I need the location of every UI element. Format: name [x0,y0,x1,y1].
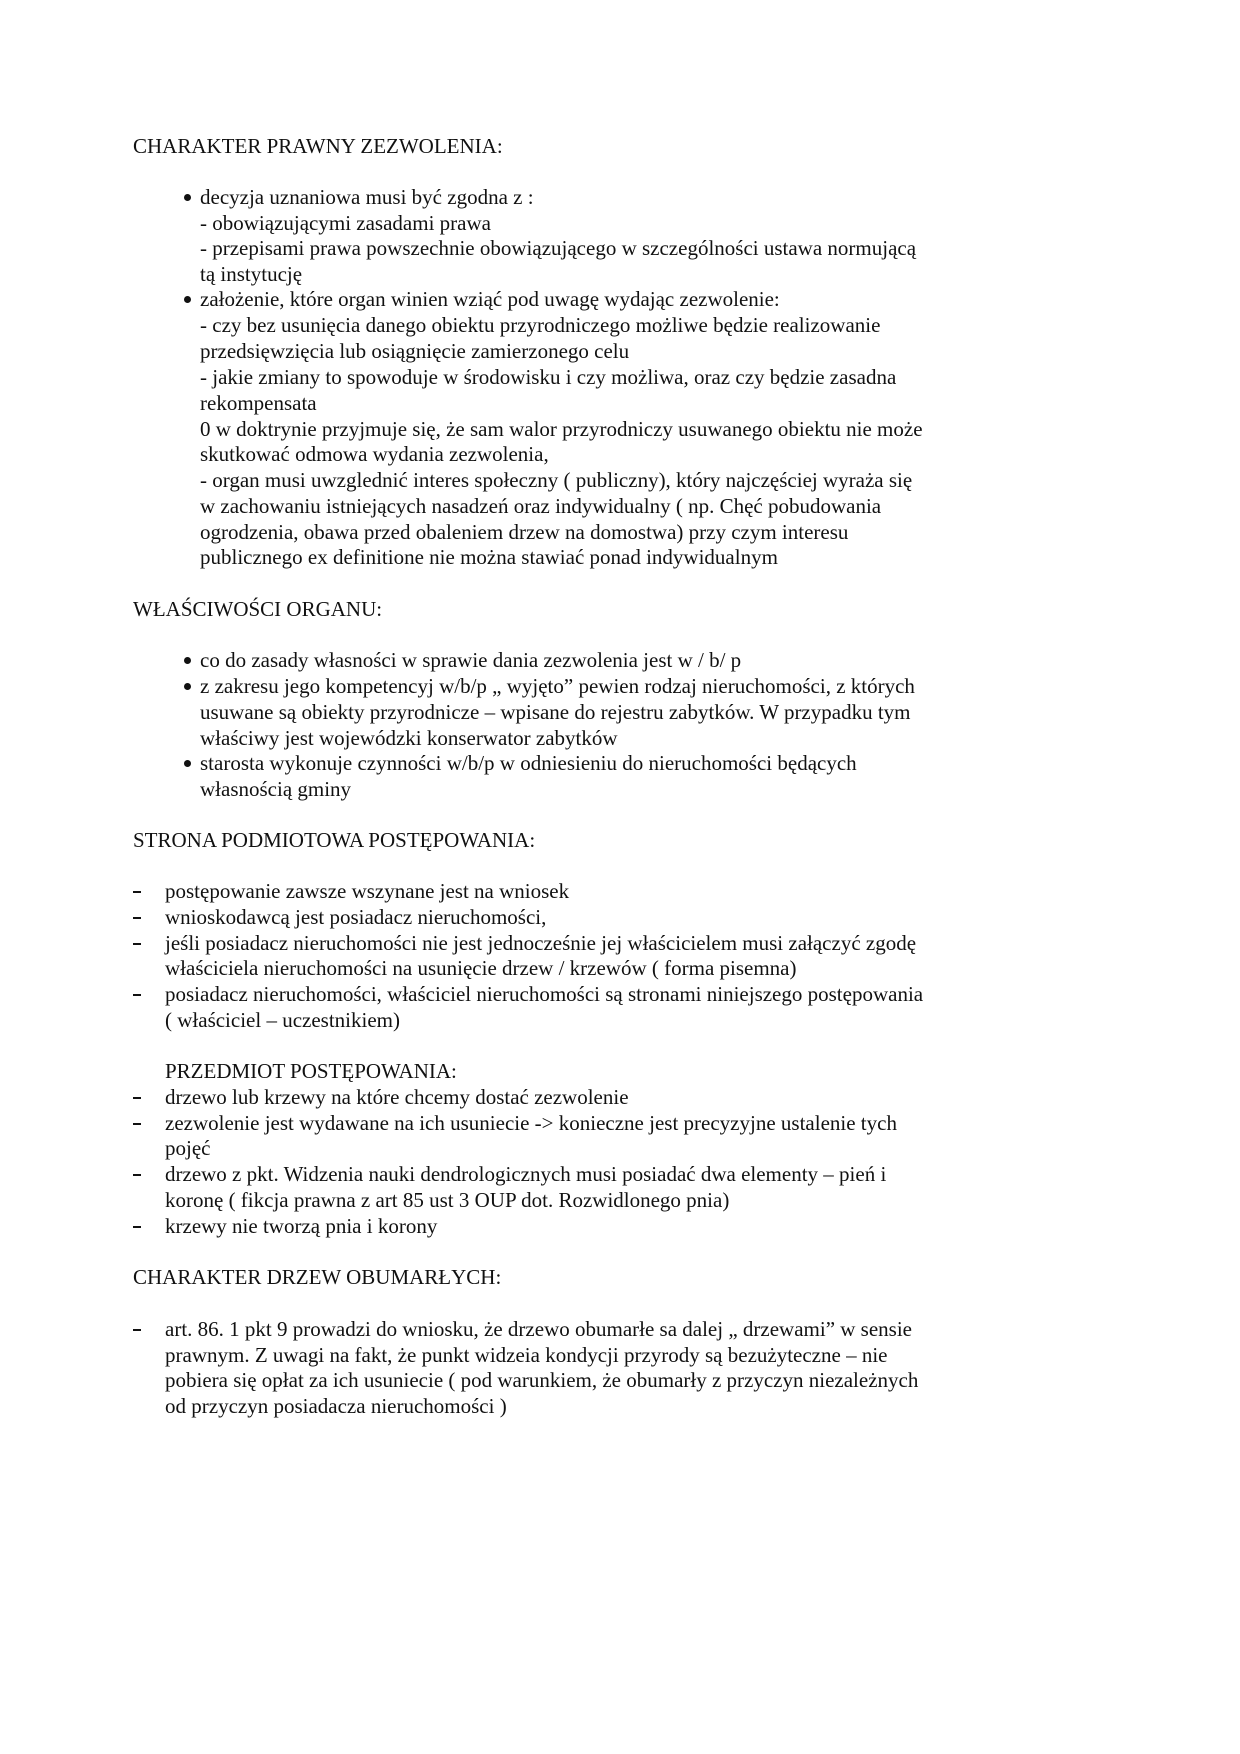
item-line: właściciela nieruchomości na usunięcie drzew / krzewów ( forma pisemna) [165,956,797,980]
item-line: prawnym. Z uwagi na fakt, że punkt widzeia kondycji przyrody są bezużyteczne – nie [165,1343,888,1367]
item-line: posiadacz nieruchomości, właściciel nieruchomości są stronami niniejszego postępowania [165,982,924,1006]
item-line: założenie, które organ winien wziąć pod uwagę wydając zezwolenie: [200,287,780,311]
bullet-icon [184,683,191,690]
item-line: wnioskodawcą jest posiadacz nieruchomości, [165,905,547,929]
dash-icon [133,994,141,996]
item-line: pojęć [165,1136,211,1160]
item-line: rekompensata [200,391,317,415]
item-line: krzewy nie tworzą pnia i korony [165,1214,438,1238]
item-line: jeśli posiadacz nieruchomości nie jest jednocześnie jej właścicielem musi załączyć zgodę [165,931,917,955]
item-line: starosta wykonuje czynności w/b/p w odniesieniu do nieruchomości będących [200,751,857,775]
dash-icon [133,1123,141,1125]
item-line: zezwolenie jest wydawane na ich usuniecie -> konieczne jest precyzyjne ustalenie tych [165,1111,897,1135]
item-line: - przepisami prawa powszechnie obowiązującego w szczególności ustawa normującą [200,236,917,260]
bullet-icon [184,194,191,201]
item-line: publicznego ex definitione nie można stawiać ponad indywidualnym [200,545,778,569]
item-line: drzewo z pkt. Widzenia nauki dendrologicznych musi posiadać dwa elementy – pień i [165,1162,887,1186]
section-heading: STRONA PODMIOTOWA POSTĘPOWANIA: [133,828,536,852]
item-line: ( właściciel – uczestnikiem) [165,1008,400,1032]
item-line: w zachowaniu istniejących nasadzeń oraz indywidualny ( np. Chęć pobudowania [200,494,882,518]
item-line: koronę ( fikcja prawna z art 85 ust 3 OUP dot. Rozwidlonego pnia) [165,1188,730,1212]
item-line: - organ musi uwzglednić interes społeczny ( publiczny), który najczęściej wyraża się [200,468,913,492]
dash-icon [133,943,141,945]
item-line: - czy bez usunięcia danego obiektu przyrodniczego możliwe będzie realizowanie [200,313,881,337]
section-heading: CHARAKTER DRZEW OBUMARŁYCH: [133,1265,502,1289]
item-line: właściwy jest wojewódzki konserwator zabytków [200,726,618,750]
dash-icon [133,1329,141,1331]
dash-icon [133,891,141,893]
item-line: z zakresu jego kompetencyj w/b/p „ wyjęto” pewien rodzaj nieruchomości, z których [200,674,915,698]
dash-icon [133,1097,141,1099]
item-line: tą instytucję [200,262,303,286]
section-heading: WŁAŚCIWOŚCI ORGANU: [133,597,383,621]
item-line: - jakie zmiany to spowoduje w środowisku i czy możliwa, oraz czy będzie zasadna [200,365,897,389]
item-line: art. 86. 1 pkt 9 prowadzi do wniosku, że drzewo obumarłe sa dalej „ drzewami” w sensie [165,1317,913,1341]
section-heading: CHARAKTER PRAWNY ZEZWOLENIA: [133,134,503,158]
item-line: przedsięwzięcia lub osiągnięcie zamierzonego celu [200,339,630,363]
item-line: usuwane są obiekty przyrodnicze – wpisane do rejestru zabytków. W przypadku tym [200,700,911,724]
dash-icon [133,917,141,919]
item-line: drzewo lub krzewy na które chcemy dostać zezwolenie [165,1085,629,1109]
item-line: ogrodzenia, obawa przed obaleniem drzew na domostwa) przy czym interesu [200,520,849,544]
section-heading: PRZEDMIOT POSTĘPOWANIA: [165,1059,457,1083]
bullet-icon [184,760,191,767]
dash-icon [133,1226,141,1228]
item-line: co do zasady własności w sprawie dania zezwolenia jest w / b/ p [200,648,742,672]
bullet-icon [184,657,191,664]
item-line: 0 w doktrynie przyjmuje się, że sam walor przyrodniczy usuwanego obiektu nie może [200,417,923,441]
dash-icon [133,1174,141,1176]
item-line: własnością gminy [200,777,352,801]
item-line: pobiera się opłat za ich usuniecie ( pod warunkiem, że obumarły z przyczyn niezależnych [165,1368,919,1392]
item-line: - obowiązującymi zasadami prawa [200,211,491,235]
bullet-icon [184,296,191,303]
item-line: skutkować odmowa wydania zezwolenia, [200,442,549,466]
item-line: od przyczyn posiadacza nieruchomości ) [165,1394,507,1418]
item-line: decyzja uznaniowa musi być zgodna z : [200,185,534,209]
item-line: postępowanie zawsze wszynane jest na wniosek [165,879,570,903]
